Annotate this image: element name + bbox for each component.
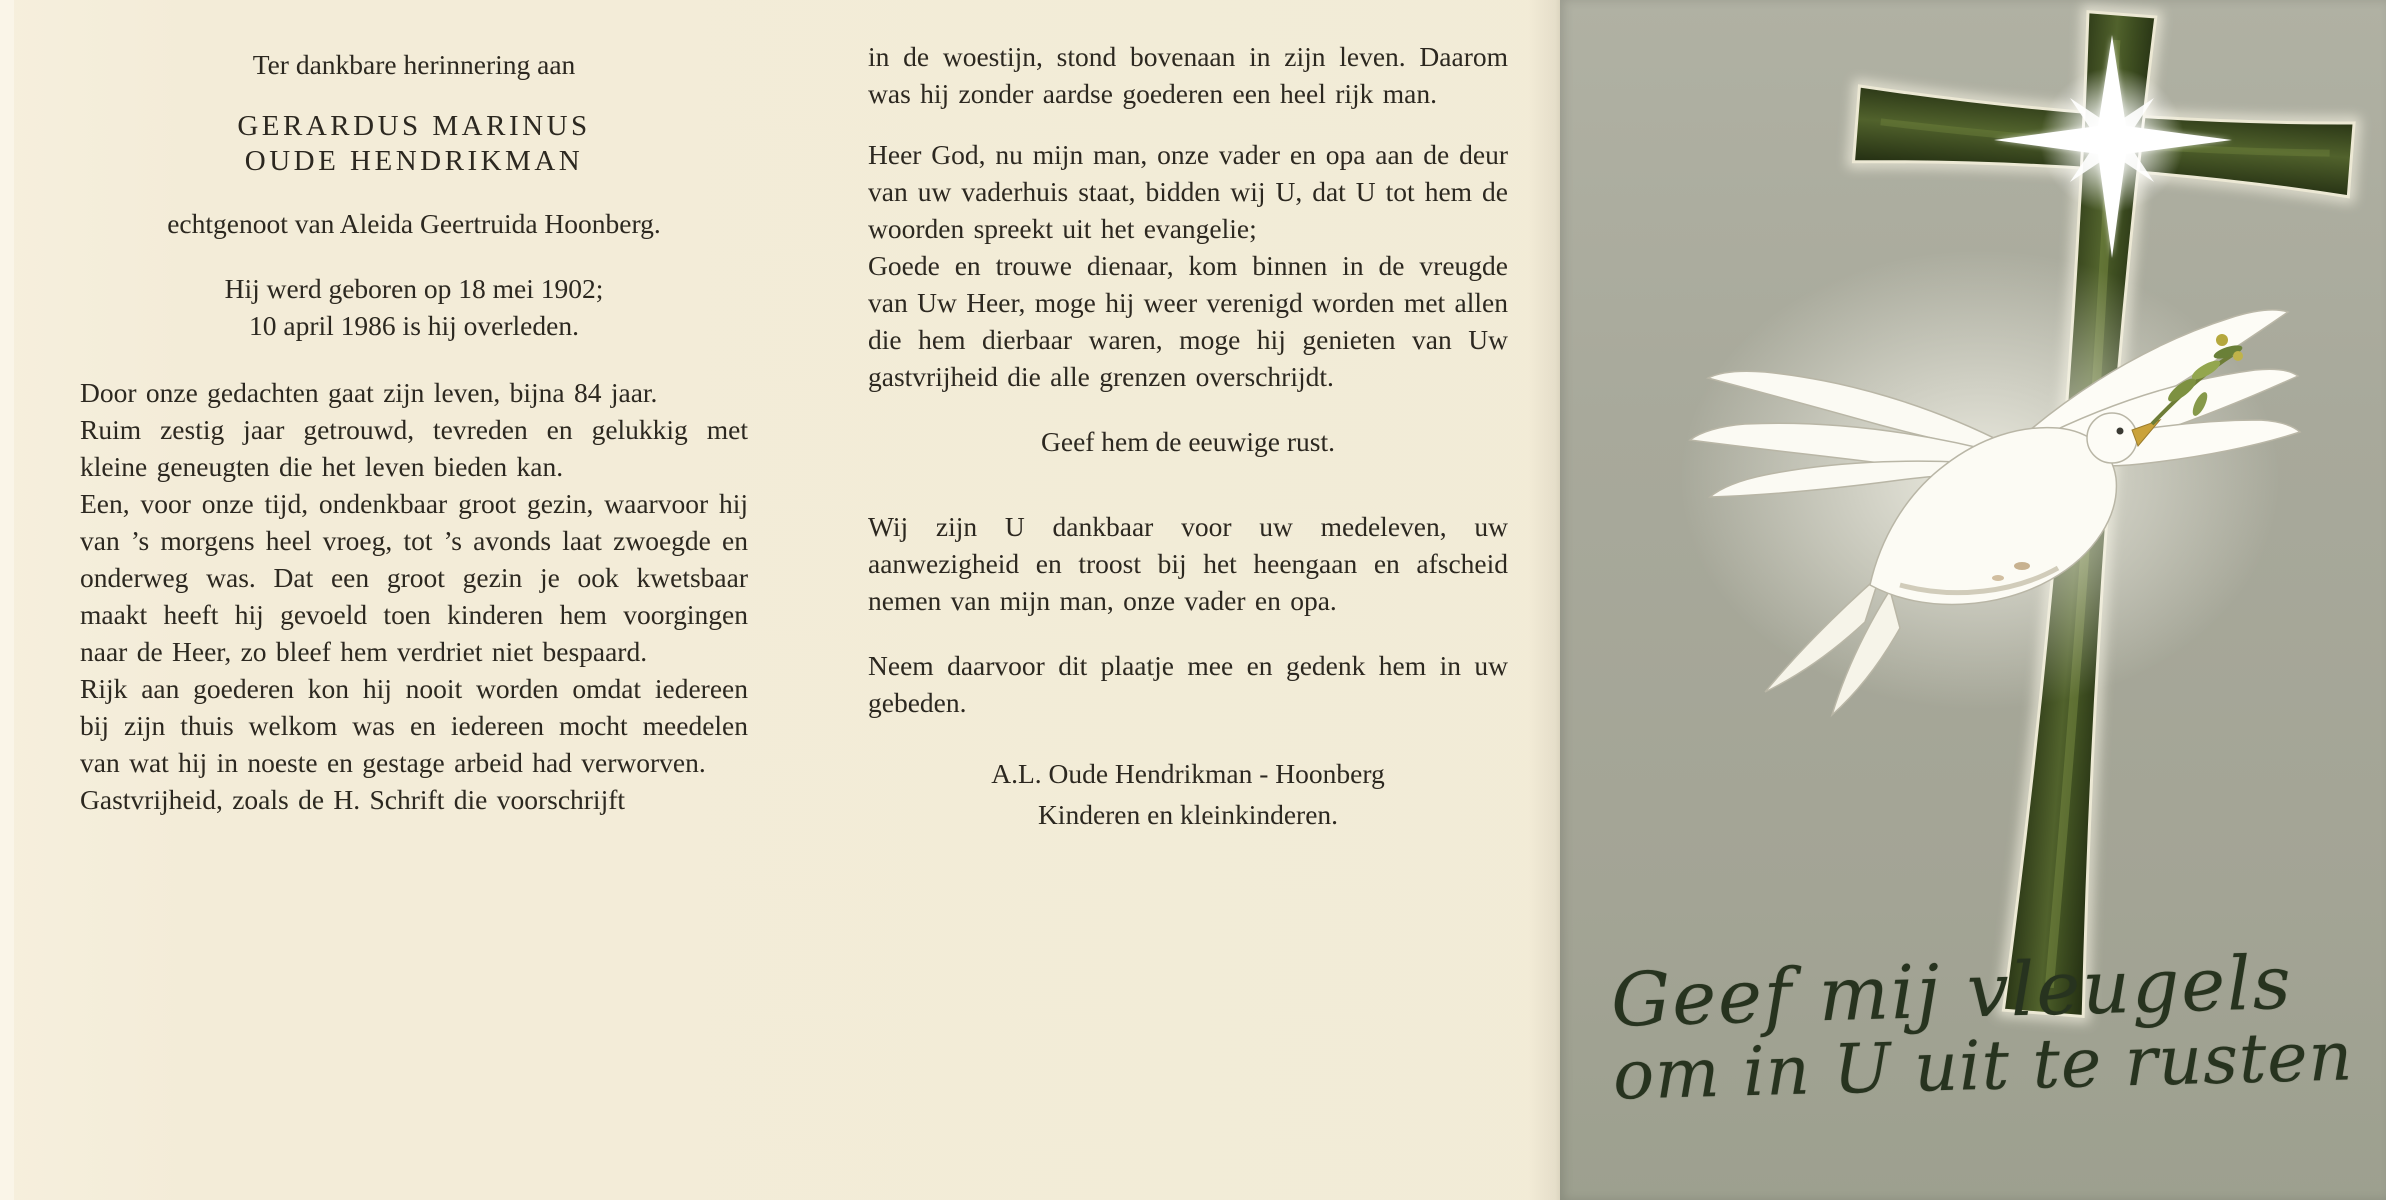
rest-line: Geef hem de eeuwige rust.: [1041, 426, 1335, 457]
left-paragraph: Een, voor onze tijd, ondenkbaar groot gezin, waarvoor hij van ’s morgens heel vroeg, tot ’s avonds laat zwoegde en onderweg was. Dat een groot gezin je ook kwetsbaar maakt heeft hij gevoeld toen kinderen hem voorgingen naar de Heer, zo bleef hem verdriet niet bespaard.: [80, 488, 748, 667]
death-line: 10 april 1986 is hij overleden.: [249, 310, 579, 341]
left-paragraph: Gastvrijheid, zoals de H. Schrift die voorschrijft: [80, 784, 626, 815]
birth-line: Hij werd geboren op 18 mei 1902;: [224, 273, 604, 304]
thanks-paragraph: Wij zijn U dankbaar voor uw medeleven, uw aanwezigheid en troost bij het heengaan en afscheid nemen van mijn man, onze vader en opa.: [868, 511, 1508, 616]
dove-icon: [1680, 250, 2300, 715]
deceased-name-line1: GERARDUS MARINUS: [237, 110, 591, 142]
script-line-2: om in U uit te rusten: [1612, 1017, 2355, 1116]
left-paragraph: Rijk aan goederen kon hij nooit worden omdat iedereen bij zijn thuis welkom was en iedereen mocht meedelen van wat hij in noeste en gestage arbeid had verworven.: [80, 673, 748, 778]
signature-line2: Kinderen en kleinkinderen.: [1037, 799, 1339, 830]
middle-paragraph: in de woestijn, stond bovenaan in zijn leven. Daarom was hij zonder aardse goederen een heel rijk man.: [868, 41, 1508, 109]
left-paragraph: Door onze gedachten gaat zijn leven, bijna 84 jaar.: [80, 377, 658, 408]
dove-eye: [2117, 428, 2124, 435]
paper-edge: [0, 0, 14, 1200]
deceased-name-line2: OUDE HENDRIKMAN: [244, 145, 584, 177]
left-column: [80, 38, 748, 818]
script-line-1: Geef mij vleugels: [1610, 939, 2294, 1044]
left-paragraph: Ruim zestig jaar getrouwd, tevreden en gelukkig met kleine geneugten die het leven bieden kan.: [80, 414, 748, 482]
request-paragraph: Neem daarvoor dit plaatje mee en gedenk hem in uw gebeden.: [868, 650, 1508, 718]
left-body-block: [80, 374, 748, 818]
prayer-paragraph: Heer God, nu mijn man, onze vader en opa aan de deur van uw vaderhuis staat, bidden wij U, dat U tot hem de woorden spreekt uit het evangelie;: [868, 139, 1508, 244]
middle-column: [868, 38, 1508, 833]
prayer-paragraph: Goede en trouwe dienaar, kom binnen in de vreugde van Uw Heer, moge hij weer verenigd worden met allen die hem dierbaar waren, moge hij genieten van Uw gastvrijheid die alle grenzen overschrijdt.: [868, 250, 1508, 392]
script-text: [1610, 939, 2355, 1116]
illustration-panel: [1560, 0, 2386, 1200]
fold-shadow: [1528, 0, 1560, 1200]
intro-line: Ter dankbare herinnering aan: [252, 49, 576, 80]
spouse-line: echtgenoot van Aleida Geertruida Hoonberg.: [167, 208, 661, 239]
signature-line1: A.L. Oude Hendrikman - Hoonberg: [991, 758, 1385, 789]
dove-head: [2087, 413, 2137, 463]
